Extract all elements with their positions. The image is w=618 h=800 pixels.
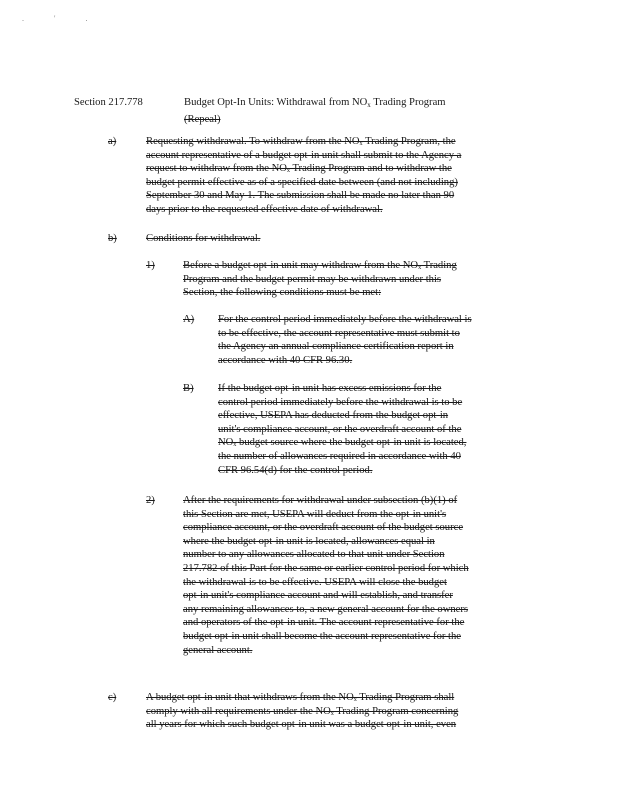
subsection-a-label: a): [108, 136, 117, 147]
text-line: any remaining allowances to, a new general account for the owners: [183, 603, 469, 615]
text-line: this Section are met, USEPA will deduct from the opt-in unit's: [183, 508, 447, 520]
text-line: the withdrawal is to be effective. USEPA will close the budget: [183, 576, 447, 588]
text-line: CFR 96.54(d) for the control period.: [218, 464, 373, 476]
text-line: budget opt-in unit shall become the account representative for the: [183, 630, 461, 642]
text-line: where the budget opt-in unit is located, allowances equal in: [183, 535, 435, 547]
text-line: Requesting withdrawal. To withdraw from the NOₓ Trading Program, the: [146, 136, 456, 147]
subsection-b2-label: 2): [146, 495, 155, 506]
text-line: Program and the budget permit may be withdrawn under this: [183, 273, 442, 285]
text-line: September 30 and May 1. The submission shall be made no later than 90: [146, 190, 455, 202]
text-line: Section, the following conditions must be met:: [183, 287, 382, 299]
text-line: opt-in unit's compliance account and will establish, and transfer: [183, 590, 453, 602]
text-line: and operators of the opt-in unit. The account representative for the: [183, 617, 465, 629]
section-title-pre: Budget Opt-In Units: Withdrawal from NO: [184, 97, 368, 108]
text-line: number to any allowances allocated to that unit under Section: [183, 549, 445, 561]
subsection-b1-text: [183, 259, 543, 300]
text-line: days prior to the requested effective date of withdrawal.: [146, 203, 383, 215]
text-line: request to withdraw from the NOₓ Trading Program and to withdraw the: [146, 163, 452, 175]
text-line: A budget opt-in unit that withdraws from the NOₓ Trading Program shall: [146, 692, 455, 703]
subsection-b-label: b): [108, 233, 117, 244]
text-line: the Agency an annual compliance certification report in: [218, 341, 454, 353]
repeal-note: (Repeal): [184, 113, 221, 125]
subsection-c-label: c): [108, 692, 117, 703]
text-line: accordance with 40 CFR 96.30.: [218, 354, 353, 366]
subsection-b2-text: [183, 494, 548, 657]
text-line: budget permit effective as of a specified date between (and not including): [146, 176, 458, 188]
subsection-bB-label: B): [183, 383, 194, 394]
text-line: compliance account, or the overdraft account of the budget source: [183, 522, 464, 534]
text-line: Before a budget opt-in unit may withdraw from the NOₓ Trading: [183, 260, 457, 271]
section-title: [184, 96, 504, 126]
text-line: For the control period immediately before the withdrawal is: [218, 314, 472, 325]
section-title-subscript: x: [367, 101, 371, 109]
text-line: If the budget opt-in unit has excess emissions for the: [218, 383, 442, 394]
text-line: the number of allowances required in accordance with 40: [218, 450, 461, 462]
scan-marks: . ' .: [22, 14, 102, 23]
subsection-bA-text: [218, 313, 548, 367]
text-line: to be effective, the account representative must submit to: [218, 327, 460, 339]
subsection-c-text: [146, 691, 546, 732]
subsection-a-text: [146, 135, 546, 217]
subsection-bB-text: [218, 382, 548, 477]
subsection-bA-label: A): [183, 314, 195, 325]
text-line: unit's compliance account, or the overdraft account of the: [218, 423, 462, 435]
text-line: account representative of a budget opt-in unit shall submit to the Agency a: [146, 149, 462, 161]
text-line: control period immediately before the withdrawal is to be: [218, 396, 463, 408]
section-title-post: Trading Program: [370, 97, 446, 108]
text-line: general account.: [183, 644, 253, 656]
text-line: effective, USEPA has deducted from the budget opt-in: [218, 410, 449, 422]
subsection-b1-label: 1): [146, 260, 155, 271]
text-line: all years for which such budget opt-in unit was a budget opt-in unit, even: [146, 719, 457, 731]
text-line: 217.782 of this Part for the same or earlier control period for which: [183, 562, 469, 574]
text-line: comply with all requirements under the NOₓ Trading Program concerning: [146, 705, 459, 717]
section-number: Section 217.778: [74, 97, 143, 108]
subsection-b-heading: Conditions for withdrawal.: [146, 233, 261, 244]
text-line: NOₓ budget source where the budget opt-in unit is located,: [218, 437, 467, 449]
text-line: After the requirements for withdrawal under subsection (b)(1) of: [183, 495, 458, 506]
